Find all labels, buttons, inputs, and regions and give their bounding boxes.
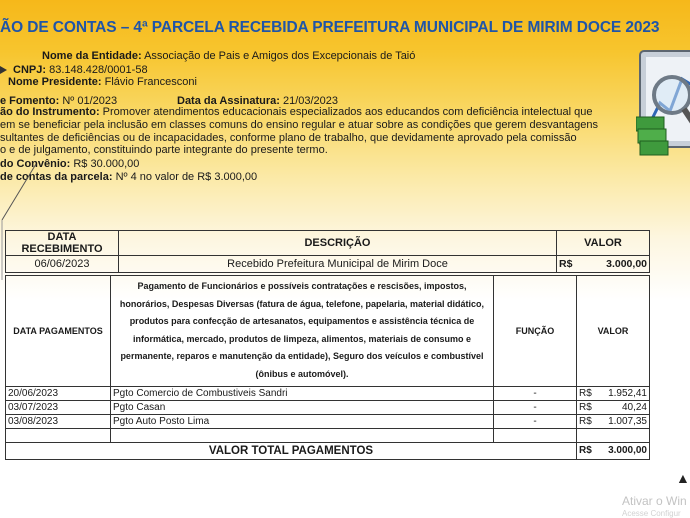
total-row [6,442,650,459]
agreement-value: R$ 30.000,00 [73,158,140,170]
total-label: VALOR TOTAL PAGAMENTOS [6,442,577,459]
payment-function: - [494,414,577,428]
payment-function: - [494,400,577,414]
payment-function: - [494,386,577,400]
fomento-label: e Fomento: [0,95,60,107]
payment-value: 1.952,41 [608,387,647,399]
payment-value-cell [577,400,650,414]
currency-label: R$ [579,445,592,457]
fomento-value: Nº 01/2023 [62,95,118,107]
total-value: 3.000,00 [608,445,647,457]
table-row [6,414,650,428]
payment-value: 40,24 [621,401,647,413]
empty-row [6,428,650,442]
parcel-value: Nº 4 no valor de R$ 3.000,00 [115,171,258,183]
president-label: Nome Presidente: [8,76,102,88]
page-title: ÃO DE CONTAS – 4ª PARCELA RECEBIDA PREFEITURA MUNICIPAL DE MIRIM DOCE 2023 [0,19,660,36]
receipt-date: 06/06/2023 [6,256,119,273]
receipt-value: 3.000,00 [606,258,647,270]
payment-description: Pgto Auto Posto Lima [111,414,494,428]
instrument-description [0,106,640,157]
currency-label: R$ [579,387,592,399]
instrument-line: Promover atendimentos educacionais especializados aos educandos com deficiência intelectual que [102,106,593,118]
entity-name-label: Nome da Entidade: [42,50,142,62]
entity-name-value: Associação de Pais e Amigos dos Excepcionais de Taió [144,50,416,62]
corner-mark-icon: ▲ [676,470,690,486]
payments-function-header: FUNÇÃO [494,276,577,387]
currency-label: R$ [579,401,592,413]
president-line [8,76,197,89]
payment-date: 20/06/2023 [6,386,111,400]
agreement-value-label: do Convênio: [0,158,71,170]
payments-date-header: DATA PAGAMENTOS [6,276,111,387]
windows-activation-watermark-sub: Acesse Configur [622,509,681,518]
bullet-arrow-icon [0,66,7,74]
receipt-value-cell [557,256,650,273]
receipt-date-header: DATA RECEBIMENTO [6,231,119,256]
financial-report-icon [636,33,690,183]
entity-name-line [42,50,415,63]
president-value: Flávio Francesconi [104,76,197,88]
windows-activation-watermark: Ativar o Win [622,494,687,508]
payments-description-header: Pagamento de Funcionários e possíveis contratações e rescisões, impostos, honorários, Despesas Diversas (fatura de água, telefone, papelaria, material didático, produtos para confecção de artesanatos, equipamentos e assistência técnica de informática, mercado, produtos de limpeza, alimentos, materiais de consumo e permanente, reparos e manutenção da entidade), Seguro dos veículos e combustível (ônibus e automóvel). [111,276,494,387]
table-row [6,386,650,400]
total-value-cell [577,442,650,459]
currency-label: R$ [579,415,592,427]
payments-value-header: VALOR [577,276,650,387]
payment-description: Pgto Comercio de Combustiveis Sandri [111,386,494,400]
payment-date: 03/07/2023 [6,400,111,414]
receipt-value-header: VALOR [557,231,650,256]
payments-table [5,275,650,460]
payment-value-cell [577,386,650,400]
payment-date: 03/08/2023 [6,414,111,428]
signature-value: 21/03/2023 [282,95,339,107]
currency-label: R$ [559,258,573,270]
receipt-description: Recebido Prefeitura Municipal de Mirim Doce [119,256,557,273]
table-row [6,256,650,273]
payment-description: Pgto Casan [111,400,494,414]
receipt-description-header: DESCRIÇÃO [119,231,557,256]
receipt-table [5,230,650,273]
cnpj-label: CNPJ: [13,64,47,76]
payment-value-cell [577,414,650,428]
parcel-label: de contas da parcela: [0,171,113,183]
signature-label: Data da Assinatura: [177,95,280,107]
instrument-line: sultantes de deficiências ou de incapacidades, conforme plano de trabalho, que devidamente aprovado pela comissão [0,131,577,144]
table-row [6,400,650,414]
payment-value: 1.007,35 [608,415,647,427]
cnpj-value: 83.148.428/0001-58 [49,64,148,76]
instrument-line: em se beneficiar pela inclusão em classes comuns do ensino regular e atuar sobre as condições que gerem desvantagens [0,118,599,131]
instrument-label: ão do Instrumento: [0,106,100,118]
instrument-line: o e de julgamento, constituindo parte integrante do presente termo. [0,144,328,157]
